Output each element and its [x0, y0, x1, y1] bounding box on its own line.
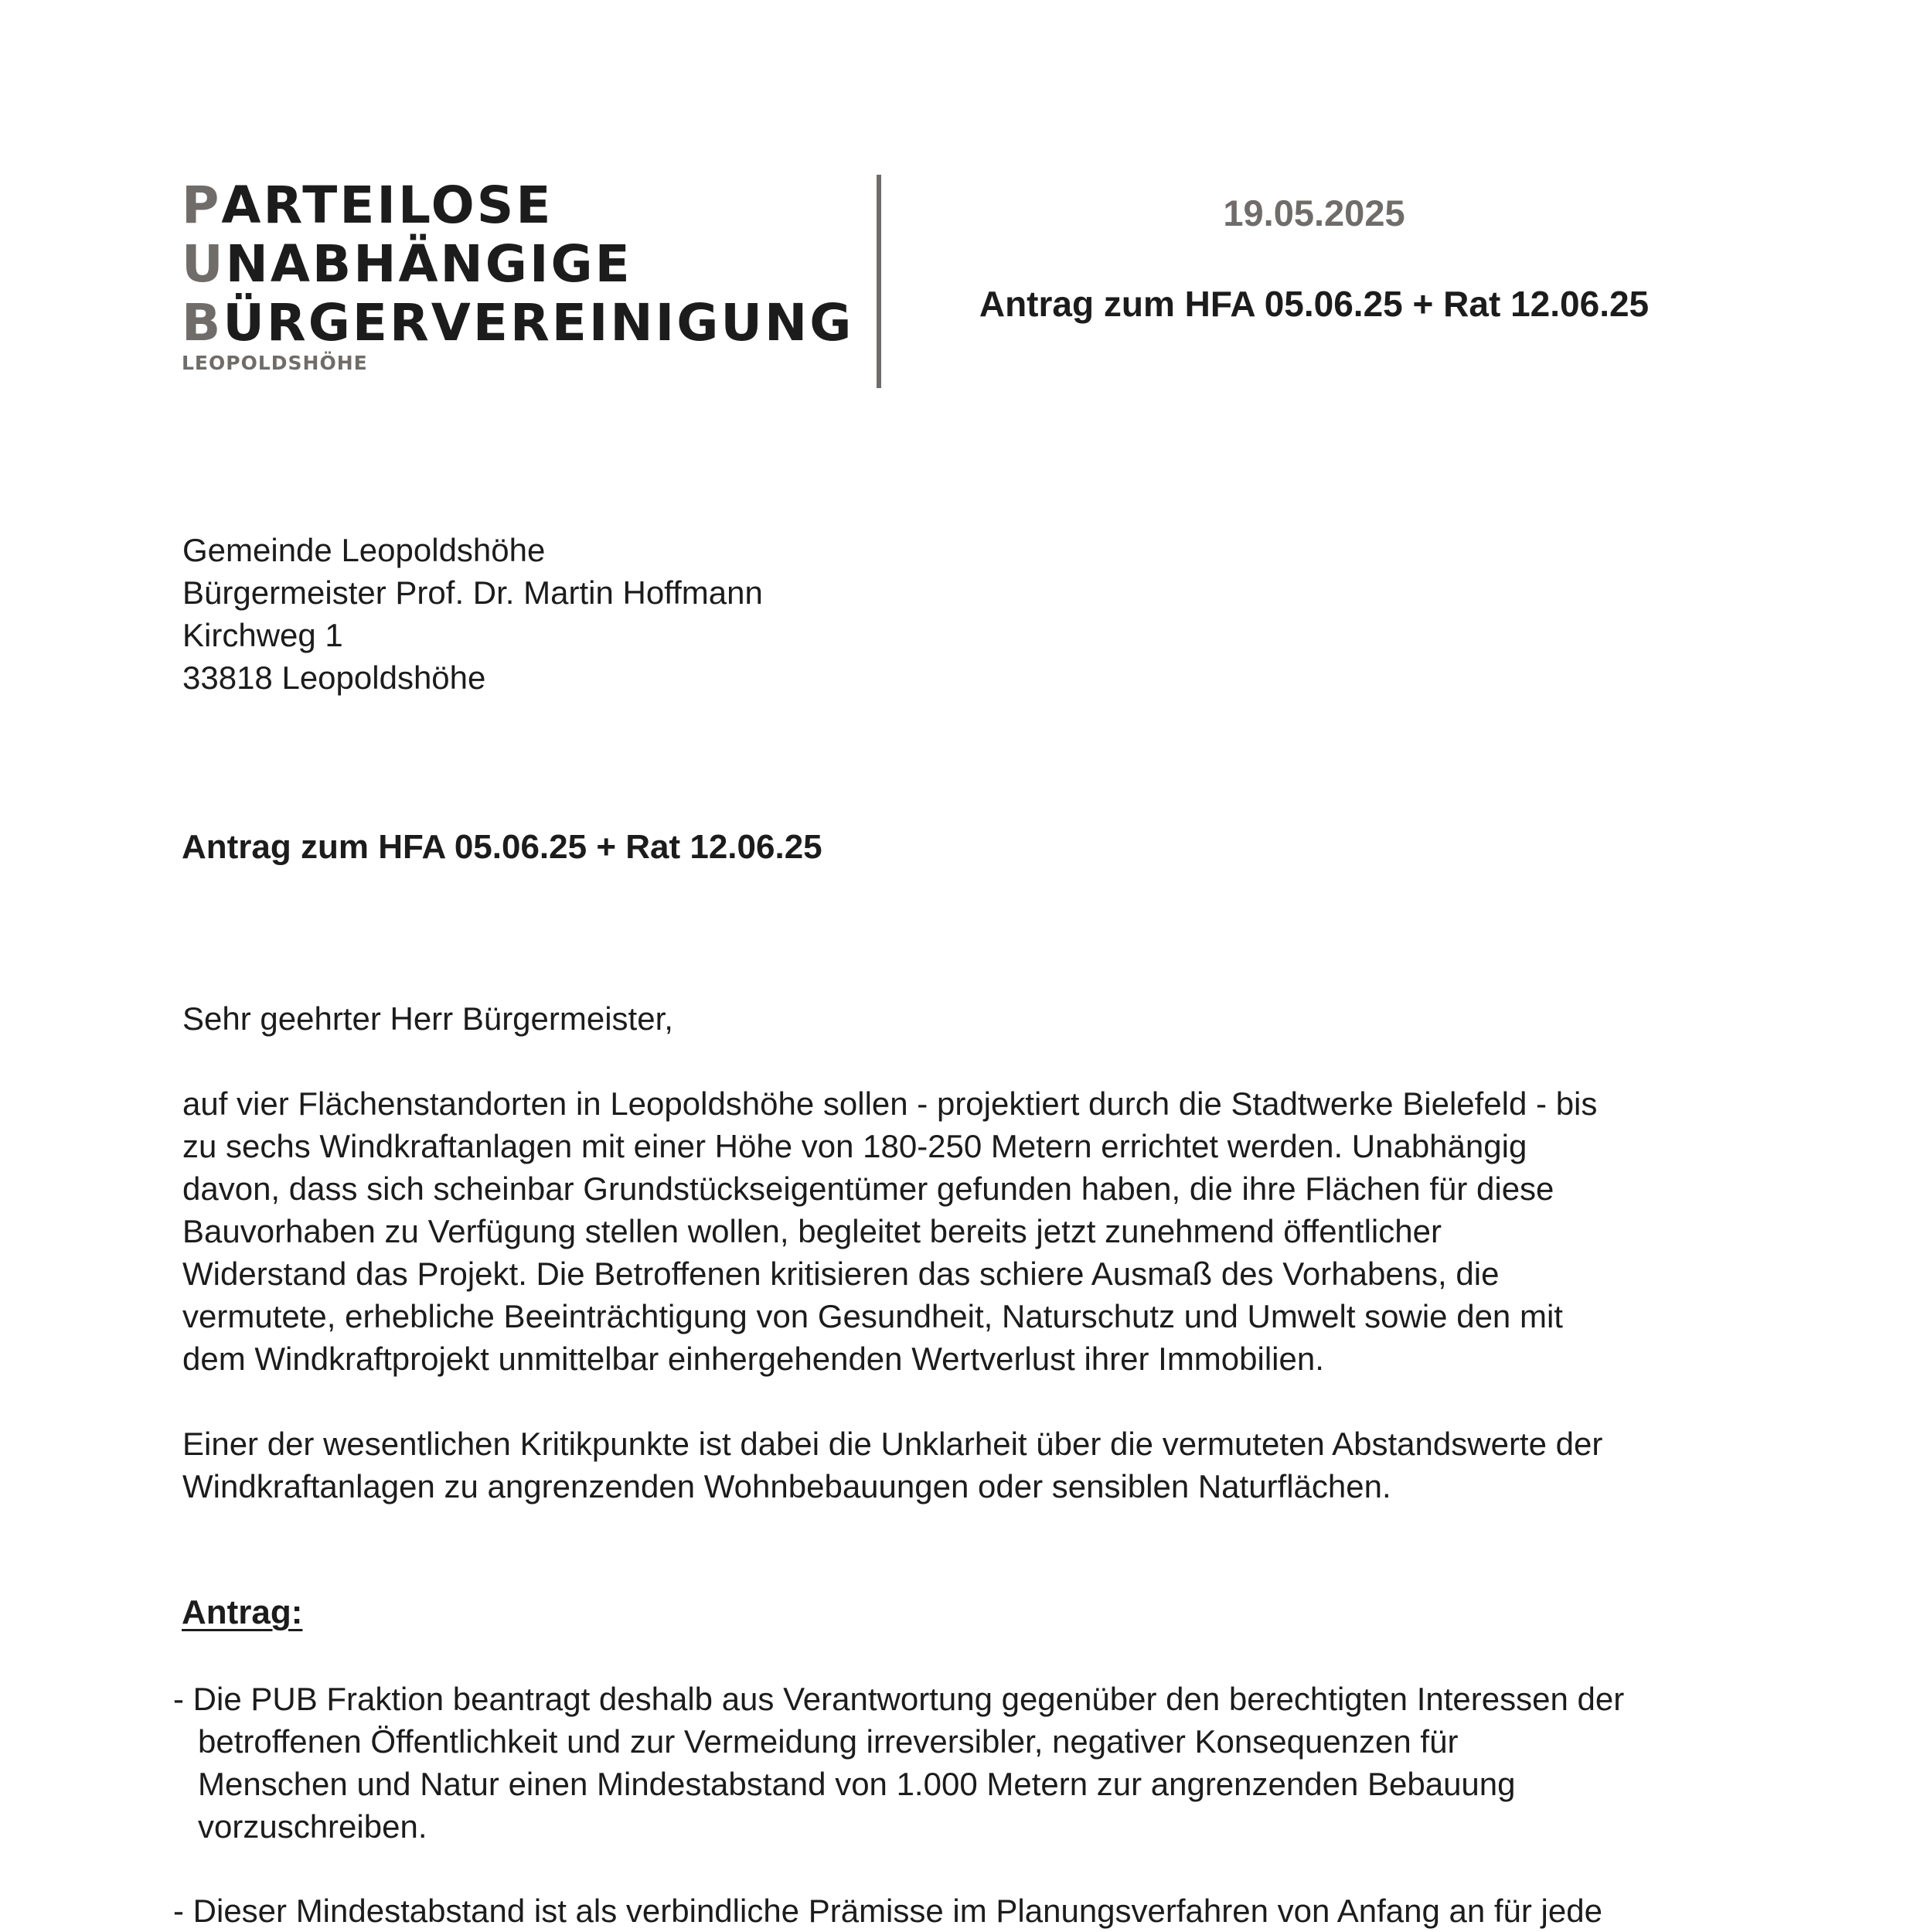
text-line: - Dieser Mindestabstand ist als verbindliche Prämisse im Planungsverfahren von Anfang an für jede — [173, 1893, 1602, 1929]
body-paragraph-2 — [182, 1423, 1759, 1508]
body-paragraph-1 — [182, 1082, 1759, 1380]
letter-date: 19.05.2025 — [1223, 193, 1405, 233]
text-line: zu sechs Windkraftanlagen mit einer Höhe von 180-250 Metern errichtet werden. Unabhängig — [182, 1128, 1527, 1164]
logo-line-1 — [182, 176, 862, 235]
text-line: Widerstand das Projekt. Die Betroffenen kritisieren das schiere Ausmaß des Vorhabens, die — [182, 1256, 1500, 1292]
logo-initial: U — [182, 234, 226, 294]
letter-subject: Antrag zum HFA 05.06.25 + Rat 12.06.25 — [182, 828, 822, 866]
text-line: vorzuschreiben. — [198, 1808, 427, 1845]
text-line: vermutete, erhebliche Beeinträchtigung von Gesundheit, Naturschutz und Umwelt sowie den mit — [182, 1298, 1563, 1334]
header-divider — [877, 175, 881, 388]
salutation: Sehr geehrter Herr Bürgermeister, — [182, 1000, 673, 1037]
address-line: 33818 Leopoldshöhe — [182, 659, 486, 696]
text-line: betroffenen Öffentlichkeit und zur Vermeidung irreversibler, negativer Konsequenzen für — [198, 1723, 1459, 1760]
text-line: Bauvorhaben zu Verfügung stellen wollen, begleitet bereits jetzt zunehmend öffentlicher — [182, 1213, 1442, 1249]
text-line: - Die PUB Fraktion beantragt deshalb aus Verantwortung gegenüber den berechtigten Interessen der — [173, 1681, 1625, 1717]
header-subject: Antrag zum HFA 05.06.25 + Rat 12.06.25 — [979, 284, 1650, 324]
motion-item-1 — [173, 1678, 1765, 1848]
text-line: davon, dass sich scheinbar Grundstückseigentümer gefunden haben, die ihre Flächen für diese — [182, 1170, 1554, 1207]
logo-subline: LEOPOLDSHÖHE — [182, 352, 368, 374]
text-line: Windkraftanlagen zu angrenzenden Wohnbebauungen oder sensiblen Naturflächen. — [182, 1468, 1391, 1504]
address-line: Gemeinde Leopoldshöhe — [182, 532, 546, 568]
logo-line-3 — [182, 294, 862, 353]
logo-initial: B — [182, 293, 223, 353]
logo-word: ARTEILOSE — [221, 175, 553, 235]
address-line: Kirchweg 1 — [182, 617, 343, 653]
party-logo — [182, 176, 862, 376]
recipient-address — [182, 529, 1110, 699]
text-line: auf vier Flächenstandorten in Leopoldshöhe sollen - projektiert durch die Stadtwerke Bielefeld - bis — [182, 1085, 1598, 1122]
logo-word: ÜRGERVEREINIGUNG — [223, 293, 854, 353]
motion-heading: Antrag: — [182, 1593, 303, 1631]
text-line: dem Windkraftprojekt unmittelbar einhergehenden Wertverlust ihrer Immobilien. — [182, 1341, 1324, 1377]
logo-initial: P — [182, 175, 222, 235]
address-line: Bürgermeister Prof. Dr. Martin Hoffmann — [182, 574, 763, 611]
text-line: Menschen und Natur einen Mindestabstand von 1.000 Metern zur angrenzenden Bebauung — [198, 1766, 1516, 1802]
logo-line-2 — [182, 235, 862, 294]
motion-item-2 — [173, 1889, 1765, 1932]
text-line: Einer der wesentlichen Kritikpunkte ist dabei die Unklarheit über die vermuteten Abstandswerte der — [182, 1426, 1603, 1462]
logo-word: NABHÄNGIGE — [225, 234, 632, 294]
